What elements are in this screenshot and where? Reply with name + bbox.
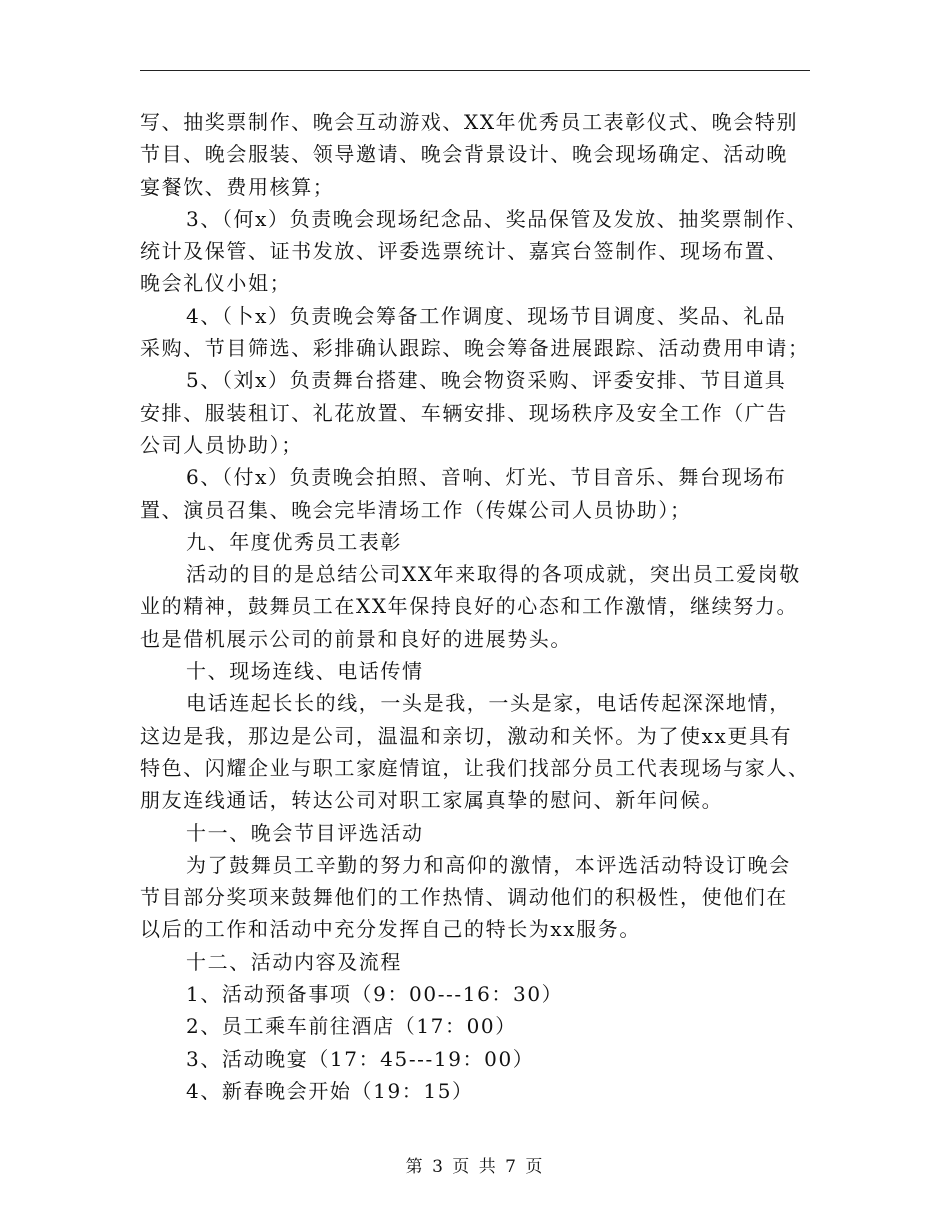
text-line: 3、（何x）负责晚会现场纪念品、奖品保管及发放、抽奖票制作、: [186, 206, 809, 231]
text-line: 这边是我，那边是公司，温温和亲切，激动和关怀。为了使xx更具有: [140, 723, 793, 748]
text-line: 十二、活动内容及流程: [186, 949, 402, 974]
text-line: 节目部分奖项来鼓舞他们的工作热情、调动他们的积极性，使他们在: [140, 885, 788, 910]
text-line: 十、现场连线、电话传情: [186, 659, 424, 684]
text-line: 3、活动晚宴（17：45---19：00）: [186, 1046, 535, 1071]
text-line: 4、（卜x）负责晚会筹备工作调度、现场节目调度、奖品、礼品: [186, 303, 787, 328]
text-line: 也是借机展示公司的前景和良好的进展势头。: [140, 626, 572, 651]
text-line: 晚会礼仪小姐；: [140, 271, 292, 296]
text-line: 采购、节目筛选、彩排确认跟踪、晚会筹备进展跟踪、活动费用申请；: [140, 336, 810, 361]
page-footer: 第 3 页 共 7 页: [405, 1157, 545, 1177]
text-line: 写、抽奖票制作、晚会互动游戏、XX年优秀员工表彰仪式、晚会特别: [140, 110, 799, 134]
text-line: 特色、闪耀企业与职工家庭情谊，让我们找部分员工代表现场与家人、: [140, 755, 810, 780]
document-body: [140, 106, 830, 1107]
text-line: 6、（付x）负责晚会拍照、音响、灯光、节目音乐、舞台现场布: [186, 465, 787, 490]
text-line: 业的精神，鼓舞员工在XX年保持良好的心态和工作激情，继续努力。: [140, 594, 799, 619]
text-line: 公司人员协助）；: [140, 432, 303, 457]
text-line: 为了鼓舞员工辛勤的努力和高仰的激情，本评选活动特设订晚会: [186, 852, 791, 877]
text-line: 1、活动预备事项（9：00---16：30）: [186, 982, 564, 1007]
text-line: 宴餐饮、费用核算；: [140, 174, 335, 199]
text-line: 电话连起长长的线，一头是我，一头是家，电话传起深深地情，: [186, 691, 791, 716]
text-line: 朋友连线通话，转达公司对职工家属真挚的慰问、新年问候。: [140, 788, 724, 813]
text-line: 5、（刘x）负责舞台搭建、晚会物资采购、评委安排、节目道具: [186, 368, 787, 393]
text-line: 置、演员召集、晚会完毕清场工作（传媒公司人员协助）；: [140, 497, 692, 522]
text-line: 安排、服装租订、礼花放置、车辆安排、现场秩序及安全工作（广告: [140, 400, 788, 425]
text-line: 活动的目的是总结公司XX年来取得的各项成就，突出员工爱岗敬: [186, 562, 801, 587]
text-line: 统计及保管、证书发放、评委选票统计、嘉宾台签制作、现场布置、: [140, 239, 788, 264]
text-line: 以后的工作和活动中充分发挥自己的特长为xx服务。: [140, 917, 641, 942]
text-line: 节目、晚会服装、领导邀请、晚会背景设计、晚会现场确定、活动晚: [140, 142, 788, 167]
text-line: 2、员工乘车前往酒店（17：00）: [186, 1014, 517, 1039]
text-line: 九、年度优秀员工表彰: [186, 529, 402, 554]
text-line: 4、新春晚会开始（19：15）: [186, 1078, 474, 1103]
header-rule: [140, 70, 810, 71]
text-line: 十一、晚会节目评选活动: [186, 820, 424, 845]
